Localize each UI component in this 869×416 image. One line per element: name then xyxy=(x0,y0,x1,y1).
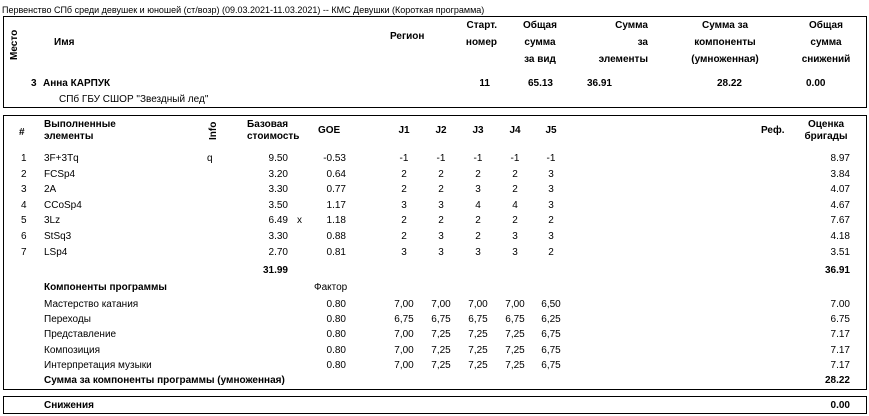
skater-club: СПб ГБУ СШОР "Звездный лед" xyxy=(59,94,209,105)
component-judge-4: 7,25 xyxy=(505,359,525,371)
deductions-header: Общая сумма снижений xyxy=(801,20,851,65)
component-factor: 0.80 xyxy=(326,359,346,371)
element-code: LSp4 xyxy=(44,246,68,258)
element-judge-4: 2 xyxy=(512,184,518,196)
deductions-label: Снижения xyxy=(44,400,94,411)
page-title: Первенство СПб среди девушек и юношей (ст/возр) (09.03.2021-11.03.2021) -- КМС Девушки (Короткая программа) xyxy=(2,5,485,15)
element-judge-1: 2 xyxy=(401,231,407,242)
component-name: Интерпретация музыки xyxy=(44,359,152,371)
element-code: StSq3 xyxy=(44,231,72,242)
element-judge-5: -1 xyxy=(546,153,556,164)
goe-header: GOE xyxy=(318,125,341,136)
component-name: Композиция xyxy=(44,344,101,356)
element-judge-4: 2 xyxy=(512,168,518,180)
element-judge-2: -1 xyxy=(436,153,446,164)
skater-place: 3 xyxy=(31,78,37,89)
component-judge-5: 6,50 xyxy=(541,299,561,310)
element-x-mark: x xyxy=(297,215,302,227)
element-judge-3: 2 xyxy=(475,215,481,227)
element-judge-3: 2 xyxy=(475,168,481,180)
element-code: 3F+3Tq xyxy=(44,153,79,164)
judge-header-1: J1 xyxy=(398,125,410,136)
element-score: 4.18 xyxy=(830,231,850,242)
component-judge-3: 7,25 xyxy=(468,329,488,341)
factor-header: Фактор xyxy=(314,282,348,293)
component-score: 7.17 xyxy=(830,329,850,341)
component-judge-5: 6,75 xyxy=(541,344,561,356)
component-judge-3: 7,00 xyxy=(468,299,488,310)
start-header: Старт. номер xyxy=(465,20,497,48)
place-header: Место xyxy=(9,29,20,60)
element-row-number: 1 xyxy=(21,153,27,164)
element-judge-5: 2 xyxy=(548,246,554,258)
element-goe: 1.17 xyxy=(326,199,346,211)
element-judge-5: 3 xyxy=(548,231,554,242)
total-header: Общая сумма за вид xyxy=(523,20,557,65)
deductions-box xyxy=(3,396,867,414)
element-judge-2: 2 xyxy=(438,168,444,180)
score-header: Оценка бригады xyxy=(804,119,848,142)
components-total-label: Сумма за компоненты программы (умноженная) xyxy=(44,375,285,386)
deductions-value: 0.00 xyxy=(830,400,850,411)
element-judge-1: 2 xyxy=(401,168,407,180)
component-name: Мастерство катания xyxy=(44,299,139,310)
component-judge-2: 7,25 xyxy=(431,329,451,341)
element-base-value: 6.49 xyxy=(268,215,288,227)
component-factor: 0.80 xyxy=(326,344,346,356)
skater-start-number: 11 xyxy=(479,78,490,89)
element-judge-4: 3 xyxy=(512,246,518,258)
element-goe: 0.77 xyxy=(326,184,346,196)
element-base-value: 9.50 xyxy=(268,153,288,164)
elements-score-total: 36.91 xyxy=(824,265,850,276)
element-judge-5: 3 xyxy=(548,184,554,196)
element-base-value: 2.70 xyxy=(268,246,288,258)
component-judge-2: 6,75 xyxy=(431,314,451,326)
element-code: 3Lz xyxy=(44,215,61,227)
element-base-value: 3.50 xyxy=(268,199,288,211)
component-factor: 0.80 xyxy=(326,299,346,310)
element-score: 4.07 xyxy=(830,184,850,196)
judge-header-5: J5 xyxy=(545,125,557,136)
component-judge-5: 6,75 xyxy=(541,359,561,371)
skater-deductions: 0.00 xyxy=(806,78,826,89)
component-factor: 0.80 xyxy=(326,314,346,326)
element-goe: 0.64 xyxy=(326,168,346,180)
element-score: 7.67 xyxy=(830,215,850,227)
components-total: 28.22 xyxy=(824,375,850,386)
element-score: 8.97 xyxy=(830,153,850,164)
component-judge-1: 7,00 xyxy=(394,344,414,356)
element-goe: 0.81 xyxy=(326,246,346,258)
element-judge-5: 3 xyxy=(548,199,554,211)
component-judge-3: 7,25 xyxy=(468,359,488,371)
components-sum-header: Сумма за компоненты (умноженная) xyxy=(691,20,759,65)
element-row-number: 2 xyxy=(21,168,27,180)
element-judge-2: 2 xyxy=(438,215,444,227)
element-judge-5: 3 xyxy=(548,168,554,180)
judge-header-3: J3 xyxy=(472,125,484,136)
element-goe: 0.88 xyxy=(326,231,346,242)
element-code: 2A xyxy=(44,184,57,196)
element-base-value: 3.30 xyxy=(268,231,288,242)
element-judge-1: 3 xyxy=(401,199,407,211)
element-judge-5: 2 xyxy=(548,215,554,227)
component-judge-4: 7,00 xyxy=(505,299,525,310)
component-score: 7.17 xyxy=(830,344,850,356)
skater-elements: 36.91 xyxy=(586,78,612,89)
elements-sum-header: Сумма за элементы xyxy=(598,20,648,65)
component-factor: 0.80 xyxy=(326,329,346,341)
base-total: 31.99 xyxy=(262,265,288,276)
skater-name: Анна КАРПУК xyxy=(43,78,111,89)
components-title: Компоненты программы xyxy=(44,282,167,293)
num-header: # xyxy=(19,127,25,138)
component-score: 7.17 xyxy=(830,359,850,371)
component-judge-4: 7,25 xyxy=(505,344,525,356)
element-row-number: 7 xyxy=(21,246,27,258)
component-judge-1: 7,00 xyxy=(394,299,414,310)
element-row-number: 3 xyxy=(21,184,27,196)
element-goe: 1.18 xyxy=(326,215,346,227)
element-info: q xyxy=(207,153,213,164)
component-judge-2: 7,25 xyxy=(431,344,451,356)
ref-header: Реф. xyxy=(761,125,785,136)
element-row-number: 4 xyxy=(21,199,27,211)
element-score: 3.84 xyxy=(830,168,850,180)
element-base-value: 3.30 xyxy=(268,184,288,196)
element-row-number: 5 xyxy=(21,215,27,227)
component-judge-4: 7,25 xyxy=(505,329,525,341)
component-judge-5: 6,75 xyxy=(541,329,561,341)
element-score: 4.67 xyxy=(830,199,850,211)
element-judge-2: 2 xyxy=(438,184,444,196)
component-judge-3: 7,25 xyxy=(468,344,488,356)
element-judge-3: 3 xyxy=(475,246,481,258)
component-name: Переходы xyxy=(44,314,91,326)
base-header: Базовая стоимость xyxy=(247,119,300,142)
element-judge-4: 2 xyxy=(512,215,518,227)
judge-header-4: J4 xyxy=(509,125,521,136)
element-judge-4: 4 xyxy=(512,199,518,211)
component-judge-1: 7,00 xyxy=(394,329,414,341)
component-judge-3: 6,75 xyxy=(468,314,488,326)
element-score: 3.51 xyxy=(830,246,850,258)
element-judge-1: 3 xyxy=(401,246,407,258)
element-judge-1: 2 xyxy=(401,215,407,227)
component-judge-2: 7,25 xyxy=(431,359,451,371)
component-judge-1: 7,00 xyxy=(394,359,414,371)
element-judge-3: -1 xyxy=(473,153,483,164)
element-judge-3: 2 xyxy=(475,231,481,242)
element-judge-2: 3 xyxy=(438,246,444,258)
component-judge-4: 6,75 xyxy=(505,314,525,326)
info-header: Info xyxy=(208,121,219,140)
component-judge-5: 6,25 xyxy=(541,314,561,326)
component-score: 6.75 xyxy=(830,314,850,326)
element-judge-1: 2 xyxy=(401,184,407,196)
skater-total: 65.13 xyxy=(527,78,553,89)
element-judge-1: -1 xyxy=(399,153,409,164)
element-row-number: 6 xyxy=(21,231,27,242)
element-base-value: 3.20 xyxy=(268,168,288,180)
element-header: Выполненные элементы xyxy=(44,119,116,142)
element-judge-4: -1 xyxy=(510,153,520,164)
element-judge-2: 3 xyxy=(438,231,444,242)
component-judge-1: 6,75 xyxy=(394,314,414,326)
skater-components: 28.22 xyxy=(716,78,742,89)
component-name: Представление xyxy=(44,329,117,341)
element-goe: -0.53 xyxy=(323,153,346,164)
name-header: Имя xyxy=(54,37,75,48)
element-code: CCoSp4 xyxy=(44,199,82,211)
region-header: Регион xyxy=(390,31,425,42)
element-judge-3: 3 xyxy=(475,184,481,196)
element-judge-4: 3 xyxy=(512,231,518,242)
component-judge-2: 7,00 xyxy=(431,299,451,310)
element-judge-2: 3 xyxy=(438,199,444,211)
element-code: FCSp4 xyxy=(44,168,76,180)
judge-header-2: J2 xyxy=(435,125,447,136)
component-score: 7.00 xyxy=(830,299,850,310)
element-judge-3: 4 xyxy=(475,199,481,211)
